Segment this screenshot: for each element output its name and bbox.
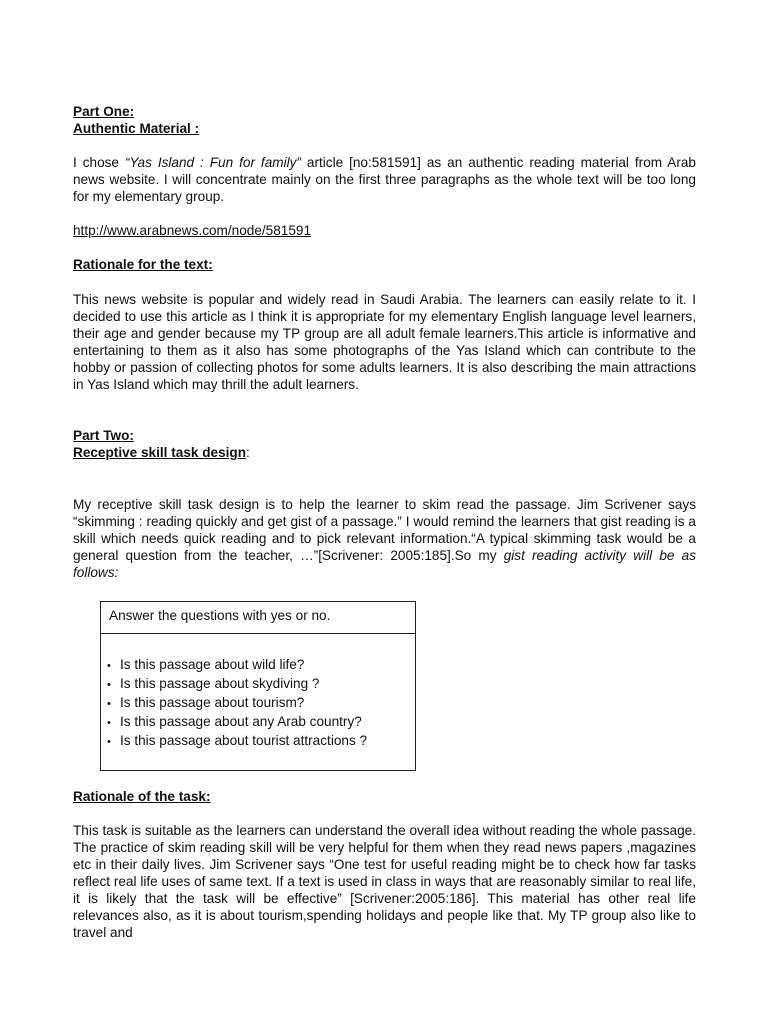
gist-activity-intro: gist reading activity will be as follows: [73,548,696,580]
receptive-skill-heading: Receptive skill task design [73,445,247,460]
task-question-list [101,634,415,751]
authentic-material-heading: Authentic Material : [73,121,200,136]
task-question: • Is this passage about wild life? [107,656,415,675]
rationale-text-paragraph: This news website is popular and widely read in Saudi Arabia. The learners can easily relate to it. I decided to use this article as I think it is appropriate for my elementary English language level learners, their age and gender because my TP group are all adult female learners.This article is informative and entertaining to them as it also has some photographs of the Yas Island which can contribute to the hobby or passion of collecting photos for some adults learners. It is also describing the main attractions in Yas Island which may thrill the adult learners. [73,292,696,392]
article-url-link[interactable]: http://www.arabnews.com/node/581591 [73,223,312,238]
part-two-title: Part Two: [73,428,134,443]
rationale-task-heading: Rationale of the task: [73,789,211,804]
task-box [100,601,416,771]
task-question: • Is this passage about skydiving ? [107,675,415,694]
article-url-line [73,222,696,239]
part-one-header [73,103,696,137]
authentic-material-paragraph [73,154,696,205]
part-two-header [73,427,696,461]
receptive-skill-paragraph [73,496,696,581]
part-one-title: Part One: [73,104,135,119]
receptive-skill-body: My receptive skill task design is to help the learner to skim read the passage. Jim Scrivener says “skimming : reading quickly and get gist of a passage.” I would remind the learners that gist reading is a skill which needs quick reading and to pick relevant information.“A typical skimming task would be a general question from the teacher, …”[Scrivener: 2005:185].So my [73,497,696,563]
task-question: • Is this passage about tourist attractions ? [107,732,415,751]
receptive-skill-heading-line [73,444,696,461]
task-question: • Is this passage about any Arab country? [107,713,415,732]
intro-before: I chose [73,155,125,170]
intro-after: article [no:581591] as an authentic reading material from Arab news website. I will concentrate mainly on the first three paragraphs as the whole text will be too long for my elementary group. [73,155,696,204]
article-title: “Yas Island : Fun for family” [124,155,301,170]
task-instruction: Answer the questions with yes or no. [101,602,415,634]
rationale-task-paragraph: This task is suitable as the learners can understand the overall idea without reading the whole passage. The practice of skim reading skill will be very helpful for them when they read news papers ,magazines etc in their daily lives. Jim Scrivener says “One test for useful reading might be to check how far tasks reflect real life uses of same text. If a text is used in class in ways that are reasonably similar to real life, it is likely that the task will be effective” [Scrivener:2005:186]. This material has other real life relevances also, as it is about tourism,spending holidays and people like that. My TP group also like to travel and [73,823,696,940]
rationale-text-heading: Rationale for the text: [73,257,213,272]
task-question: • Is this passage about tourism? [107,694,415,713]
receptive-skill-colon: : [246,445,250,460]
